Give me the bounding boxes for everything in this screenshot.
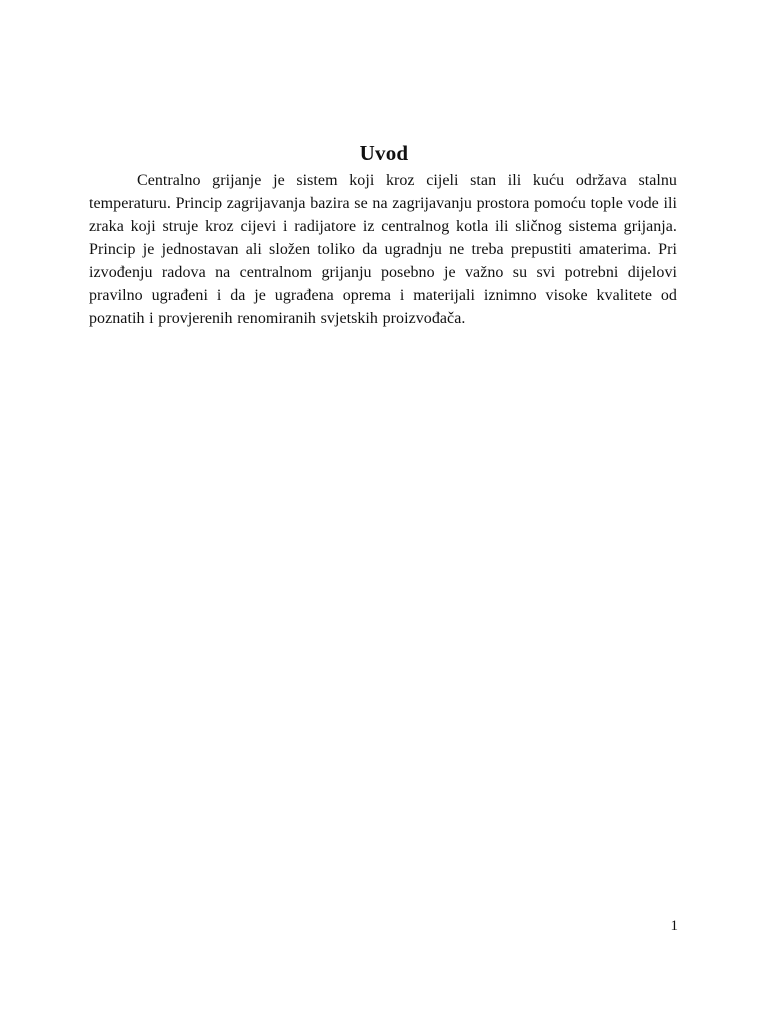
introduction-paragraph: Centralno grijanje je sistem koji kroz cijeli stan ili kuću održava stalnu temperaturu. Princip zagrijavanja bazira se na zagrijavanju prostora pomoću tople vode ili zraka koji struje kroz cijevi i radijatore iz centralnog kotla ili sličnog sistema grijanja. Princip je jednostavan ali složen toliko da ugradnju ne treba prepustiti amaterima. Pri izvođenju radova na centralnom grijanju posebno je važno su svi potrebni dijelovi pravilno ugrađeni i da je ugrađena oprema i materijali iznimno visoke kvalitete od poznatih i provjerenih renomiranih svjetskih proizvođača.: [89, 172, 677, 327]
section-heading: Uvod: [359, 141, 409, 166]
page-number: 1: [670, 918, 678, 934]
